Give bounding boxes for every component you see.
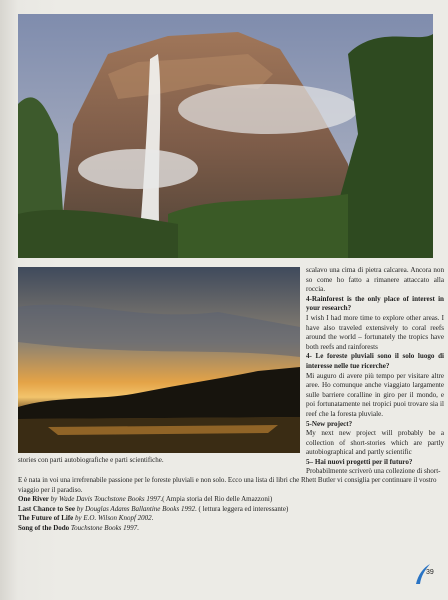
book-list-intro: E è nata in voi una irrefrenabile passione per le foreste pluviali e non solo. Ecco una lista di libri che Rhett Butler vi consiglia per continuare il vostro viaggio per il paradiso. — [18, 476, 437, 494]
book-author: by E.O. Wilson Knopf 2002 — [75, 514, 152, 523]
book-item — [18, 524, 440, 534]
book-title: Song of the Dodo — [18, 523, 70, 532]
book-note: . ( lettura leggera ed interessante) — [195, 504, 289, 513]
book-author: Touchstone Books 1997 — [70, 523, 138, 532]
book-note: . — [151, 514, 154, 523]
book-title: Last Chance to See — [18, 504, 75, 513]
answer-4-italian: Mi auguro di avere più tempo per visitare altre aree. Ho comunque anche viaggiato largamente sulle barriere coralline in giro per il mondo, e poi fortunatamente nei tropici puoi trovare sia il reef che la foresta pluviale. — [306, 371, 444, 418]
book-title: The Future of Life — [18, 514, 74, 523]
book-note: . — [137, 523, 139, 532]
question-4-english: 4-Rainforest is the only place of interest in your research? — [306, 294, 444, 313]
answer-5-italian: Probabilmente scriverò una collezione di short- — [306, 467, 441, 476]
answer-5-english: My next new project will probably be a collection of short-stories which are partly autobiographical and partly scientific — [306, 429, 444, 457]
book-item — [18, 505, 440, 515]
book-note: .( Ampia storia del Rio delle Amazzoni) — [160, 495, 273, 504]
book-author: by Wade Davis Touchstone Books 1997 — [50, 495, 161, 504]
paragraph-intro: scalavo una cima di pietra calcarea. Ancora non so come ho fatto a rimanere attaccato alla roccia. — [306, 266, 444, 294]
waterfall-cliff-photo — [18, 14, 433, 258]
question-4-italian: 4- Le foreste pluviali sono il solo luogo di interesse nelle tue ricerche? — [306, 352, 444, 370]
question-5-english: 5-New project? — [306, 419, 353, 428]
book-title: One River — [18, 495, 49, 504]
page-number: 39 — [426, 569, 434, 576]
book-list — [18, 476, 440, 534]
book-item — [18, 514, 440, 524]
article-right-column — [306, 266, 444, 477]
question-5-italian: 5– Hai nuovi progetti per il futuro? — [306, 457, 413, 466]
book-author: by Douglas Adams Ballantine Books 1992 — [76, 504, 195, 513]
book-item — [18, 495, 440, 505]
answer-4-english: I wish I had more time to explore other areas. I have also traveled extensively to coral reefs around the world – fortunately the tropics have both reefs and rainforests — [306, 313, 444, 351]
continuation-text: stories con parti autobiografiche e parti scientifiche. — [18, 456, 164, 464]
sunset-river-photo — [18, 267, 300, 453]
